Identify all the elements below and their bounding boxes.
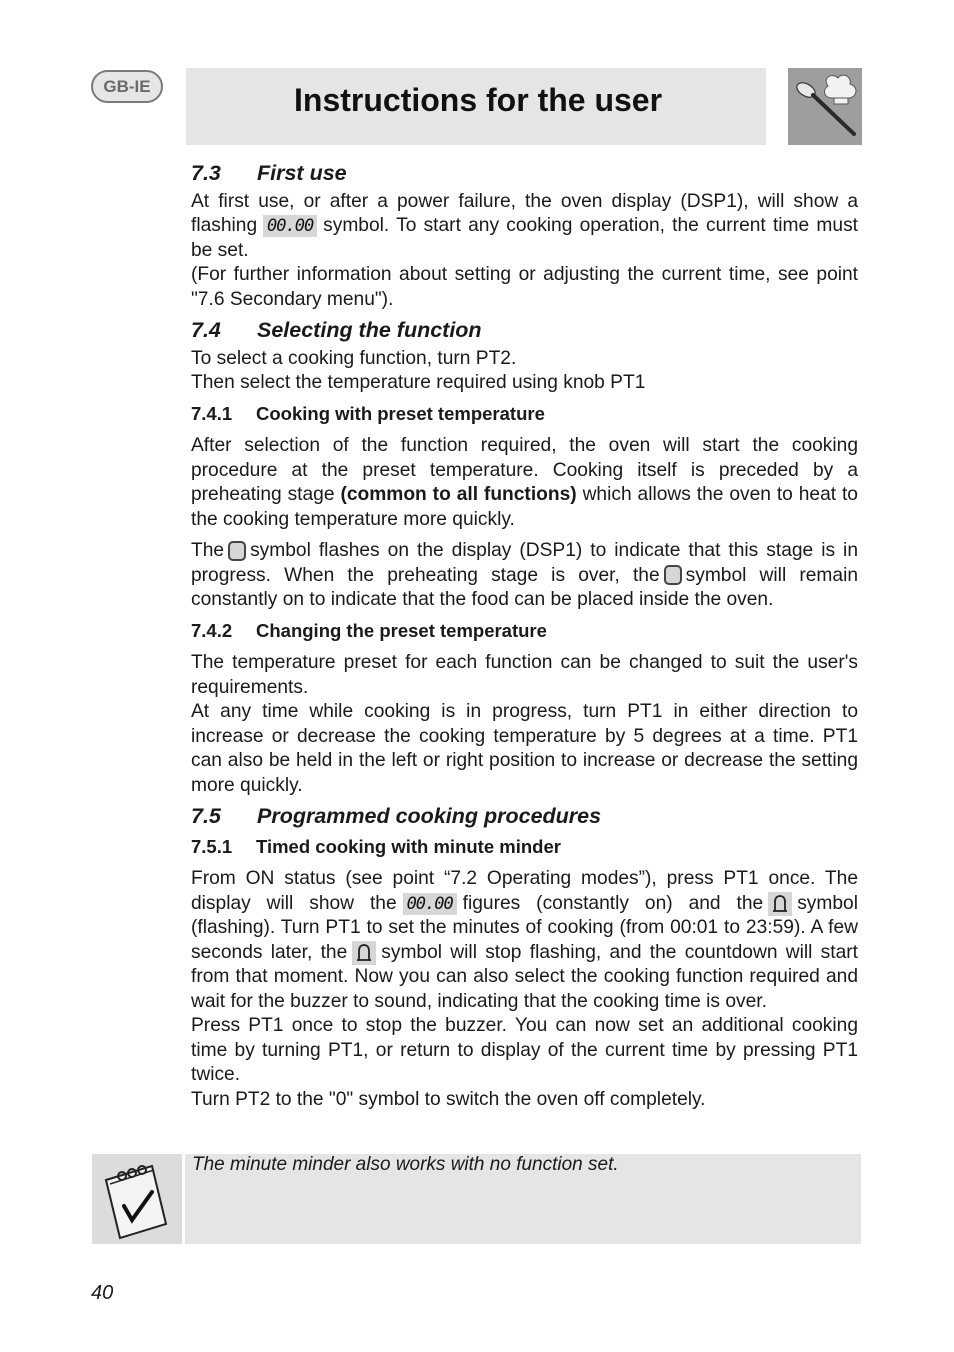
paragraph: The temperature preset for each function can be changed to suit the user's requirements. (191, 652, 858, 698)
subsection-title: Cooking with preset temperature (256, 402, 545, 424)
section-heading-7-5 (191, 804, 858, 829)
text: symbol flashes on the display (DSP1) to indicate that this stage is in progress. When the preheating stage is over, the (191, 540, 858, 586)
text: From ON status (see point “7.2 Operating modes”), press PT1 once. The display will show the (191, 868, 858, 914)
text: symbol. To start any cooking operation, the current time must be set. (191, 215, 858, 261)
bell-icon (768, 892, 792, 916)
paragraph: Turn PT2 to the "0" symbol to switch the oven off completely. (191, 1088, 706, 1110)
page-number: 40 (91, 1282, 114, 1304)
section-title: Selecting the function (257, 318, 482, 342)
preheat-icon (228, 541, 246, 561)
bell-icon (352, 941, 376, 965)
section-title: First use (257, 161, 347, 185)
paragraph: To select a cooking function, turn PT2. (191, 347, 517, 369)
subsection-number: 7.4.1 (191, 402, 233, 424)
header-bar (186, 68, 766, 145)
paragraph (191, 190, 858, 264)
main-content (191, 155, 858, 1112)
paragraph (191, 434, 858, 532)
paragraph: Press PT1 once to stop the buzzer. You can now set an additional cooking time by turning PT1, or return to display of the current time by pressing PT1 twice. (191, 1015, 858, 1086)
paragraph: Then select the temperature required using knob PT1 (191, 372, 646, 393)
chef-hat-spoon-icon (788, 68, 862, 145)
section-number: 7.4 (191, 318, 221, 342)
preheat-icon (664, 565, 682, 585)
text: figures (constantly on) and the (462, 892, 764, 914)
page-title: Instructions for the user (294, 82, 663, 118)
text: symbol will stop flashing, and the countdown will start from that moment. Now you can also select the cooking function required and wait for the buzzer to sound, indicating that the cooking time is over. (191, 941, 858, 1012)
section-number: 7.3 (191, 161, 221, 185)
paragraph (191, 867, 858, 1014)
text: The (191, 540, 225, 561)
language-badge: GB-IE (91, 70, 163, 103)
paragraph: At any time while cooking is in progress, turn PT1 in either direction to increase or decrease the cooking temperature by 5 degrees at a time. PT1 can also be held in the left or right position to increase or decrease the setting more quickly. (191, 701, 858, 796)
text: symbol (flashing). Turn PT1 to set the minutes of cooking (from 00:01 to 23:59). A few seconds later, the (191, 892, 858, 963)
section-heading-7-3 (191, 161, 858, 186)
section-title: Programmed cooking procedures (257, 804, 602, 828)
text: At first use, or after a power failure, the oven display (DSP1), will show a flashing (191, 190, 858, 236)
section-heading-7-4 (191, 318, 858, 343)
text: After selection of the function required, the oven will start the cooking procedure at the preset temperature. Cooking itself is preceded by a preheating stage (191, 435, 858, 505)
paragraph: (For further information about setting or adjusting the current time, see point "7.6 Secondary menu"). (191, 264, 858, 310)
subsection-title: Changing the preset temperature (256, 619, 547, 641)
bold-text: (common to all functions) (340, 484, 577, 505)
paragraph (191, 539, 858, 613)
subsection-heading-7-4-1 (191, 402, 858, 427)
subsection-title: Timed cooking with minute minder (256, 835, 561, 857)
subsection-heading-7-4-2 (191, 619, 858, 644)
subsection-number: 7.4.2 (191, 619, 233, 641)
clock-display-icon: 00.00 (263, 215, 317, 237)
subsection-heading-7-5-1 (191, 835, 858, 860)
section-number: 7.5 (191, 804, 221, 828)
note-text: The minute minder also works with no function set. (192, 1154, 619, 1175)
text: which allows the oven to heat to the cooking temperature more quickly. (191, 484, 858, 530)
clock-display-icon: 00.00 (403, 893, 457, 915)
notepad-check-icon (92, 1154, 185, 1244)
subsection-number: 7.5.1 (191, 835, 233, 857)
text: symbol will remain constantly on to indicate that the food can be placed inside the oven. (191, 564, 859, 610)
note-box (92, 1154, 861, 1244)
